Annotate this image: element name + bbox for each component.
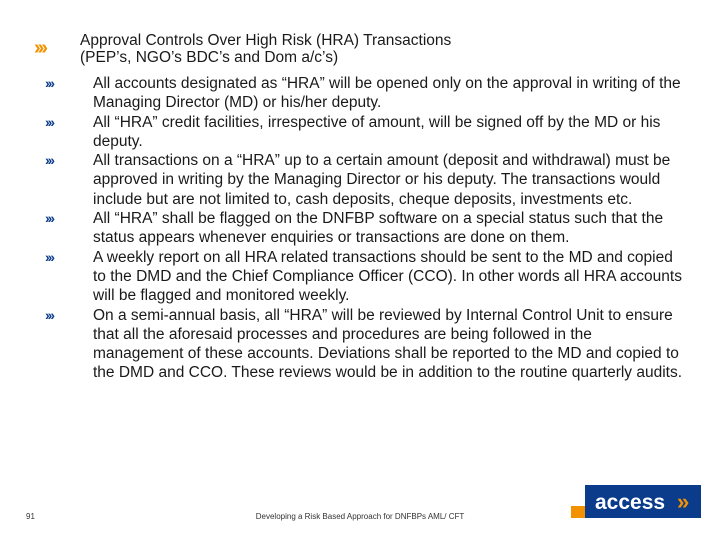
bullet-item: [0, 209, 720, 248]
bullet-text: All transactions on a “HRA” up to a certain amount (deposit and withdrawal) must be approved in writing by the Managing Director or his deputy. The transactions would include but are not limited to, cash deposits, cheque deposits, investments etc.: [93, 152, 671, 208]
chevron-bullet-icon: ›››: [45, 152, 53, 169]
title-chevron-icon: ›››: [34, 37, 45, 59]
title-line-2: (PEP’s, NGO’s BDC’s and Dom a/c’s): [80, 49, 339, 66]
bullet-text: All “HRA” shall be flagged on the DNFBP software on a special status such that the status appears whenever enquiries or transactions are done on them.: [93, 210, 664, 247]
logo-wordmark: access: [595, 491, 666, 514]
chevron-bullet-icon: ›››: [45, 113, 53, 130]
title-text: [80, 32, 680, 66]
bullet-item: [0, 151, 720, 209]
logo-accent-stripe: [571, 506, 585, 518]
logo-chevron-icon: »: [677, 489, 690, 514]
bullet-text: All accounts designated as “HRA” will be opened only on the approval in writing of the Managing Director (MD) or his/her deputy.: [93, 75, 681, 112]
bullet-item: [0, 113, 720, 152]
access-bank-logo: [571, 485, 701, 518]
chevron-bullet-icon: ›››: [45, 306, 53, 323]
title-line-1: Approval Controls Over High Risk (HRA) Transactions: [80, 32, 452, 49]
footer-caption: Developing a Risk Based Approach for DNFBPs AML/ CFT: [255, 512, 465, 521]
chevron-bullet-icon: ›››: [45, 248, 53, 265]
bullet-item: [0, 74, 720, 113]
bullet-list: [0, 74, 720, 383]
bullet-text: All “HRA” credit facilities, irrespective of amount, will be signed off by the MD or his deputy.: [93, 113, 661, 150]
bullet-text: A weekly report on all HRA related transactions should be sent to the MD and copied to the DMD and the Chief Compliance Officer (CCO). In other words all HRA accounts will be flagged and monitored weekly.: [93, 248, 682, 305]
chevron-bullet-icon: ›››: [45, 210, 53, 227]
bullet-item: [0, 306, 720, 383]
bullet-text: On a semi-annual basis, all “HRA” will be reviewed by Internal Control Unit to ensure that all the aforesaid processes and procedures are being followed in the management of these accounts. Deviations shall be reported to the MD and copied to the DMD and CCO. These reviews would be in addition to the routine quarterly audits.: [93, 306, 683, 382]
chevron-bullet-icon: ›››: [45, 75, 53, 91]
page-number: 91: [26, 512, 35, 521]
bullet-item: [0, 248, 720, 306]
